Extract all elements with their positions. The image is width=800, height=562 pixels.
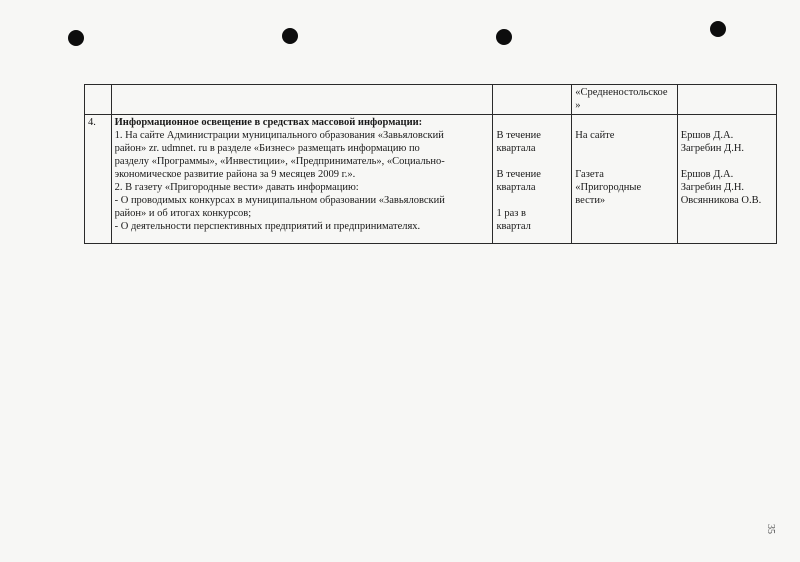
activity-title: Информационное освещение в средствах массовой информации: [114,117,423,128]
term-text: В течение [496,130,541,141]
punch-hole [710,21,726,37]
activity-text: район» zr. udmnet. ru в разделе «Бизнес» размещать информацию по [114,143,420,154]
punch-hole [68,30,84,46]
responsible-text: Ершов Д.А. [680,169,734,180]
page-number: 35 [765,524,776,534]
term-text: квартала [496,143,536,154]
activity-text: район» и об итогах конкурсов; [114,208,252,219]
place-text: » [575,100,581,111]
punch-hole [282,28,298,44]
responsible-cell [677,115,776,244]
activity-text: - О проводимых конкурсах в муниципальном образовании «Завьяловский [114,195,445,206]
table-cell [572,85,677,115]
term-text: квартал [496,221,531,232]
table-cell [85,85,112,115]
term-cell [493,115,572,244]
place-text: На сайте [575,130,615,141]
activity-text: экономическое развитие района за 9 месяцев 2009 г.». [114,169,356,180]
term-text: 1 раз в [496,208,526,219]
term-text: квартала [496,182,536,193]
responsible-text: Ершов Д.А. [680,130,734,141]
place-text: вести» [575,195,606,206]
table-cell [493,85,572,115]
table-cell [677,85,776,115]
term-text: В течение [496,169,541,180]
responsible-text: Загребин Д.Н. [680,182,745,193]
place-text: Газета [575,169,604,180]
activity-text: 2. В газету «Пригородные вести» давать информацию: [114,182,359,193]
activity-text: разделу «Программы», «Инвестиции», «Предприниматель», «Социально- [114,156,445,167]
row-number-text: 4. [88,117,96,128]
activity-cell [111,115,493,244]
activity-text: 1. На сайте Администрации муниципального образования «Завьяловский [114,130,444,141]
place-cell [572,115,677,244]
responsible-text: Овсянникова О.В. [680,195,762,206]
table-cell [111,85,493,115]
table-row [85,115,777,244]
place-text: «Средненостольское [575,87,668,98]
table-row [85,85,777,115]
plan-table [84,84,777,244]
responsible-text: Загребин Д.Н. [680,143,745,154]
punch-hole [496,29,512,45]
activity-text: - О деятельности перспективных предприятий и предпринимателях. [114,221,421,232]
row-number [85,115,112,244]
place-text: «Пригородные [575,182,642,193]
